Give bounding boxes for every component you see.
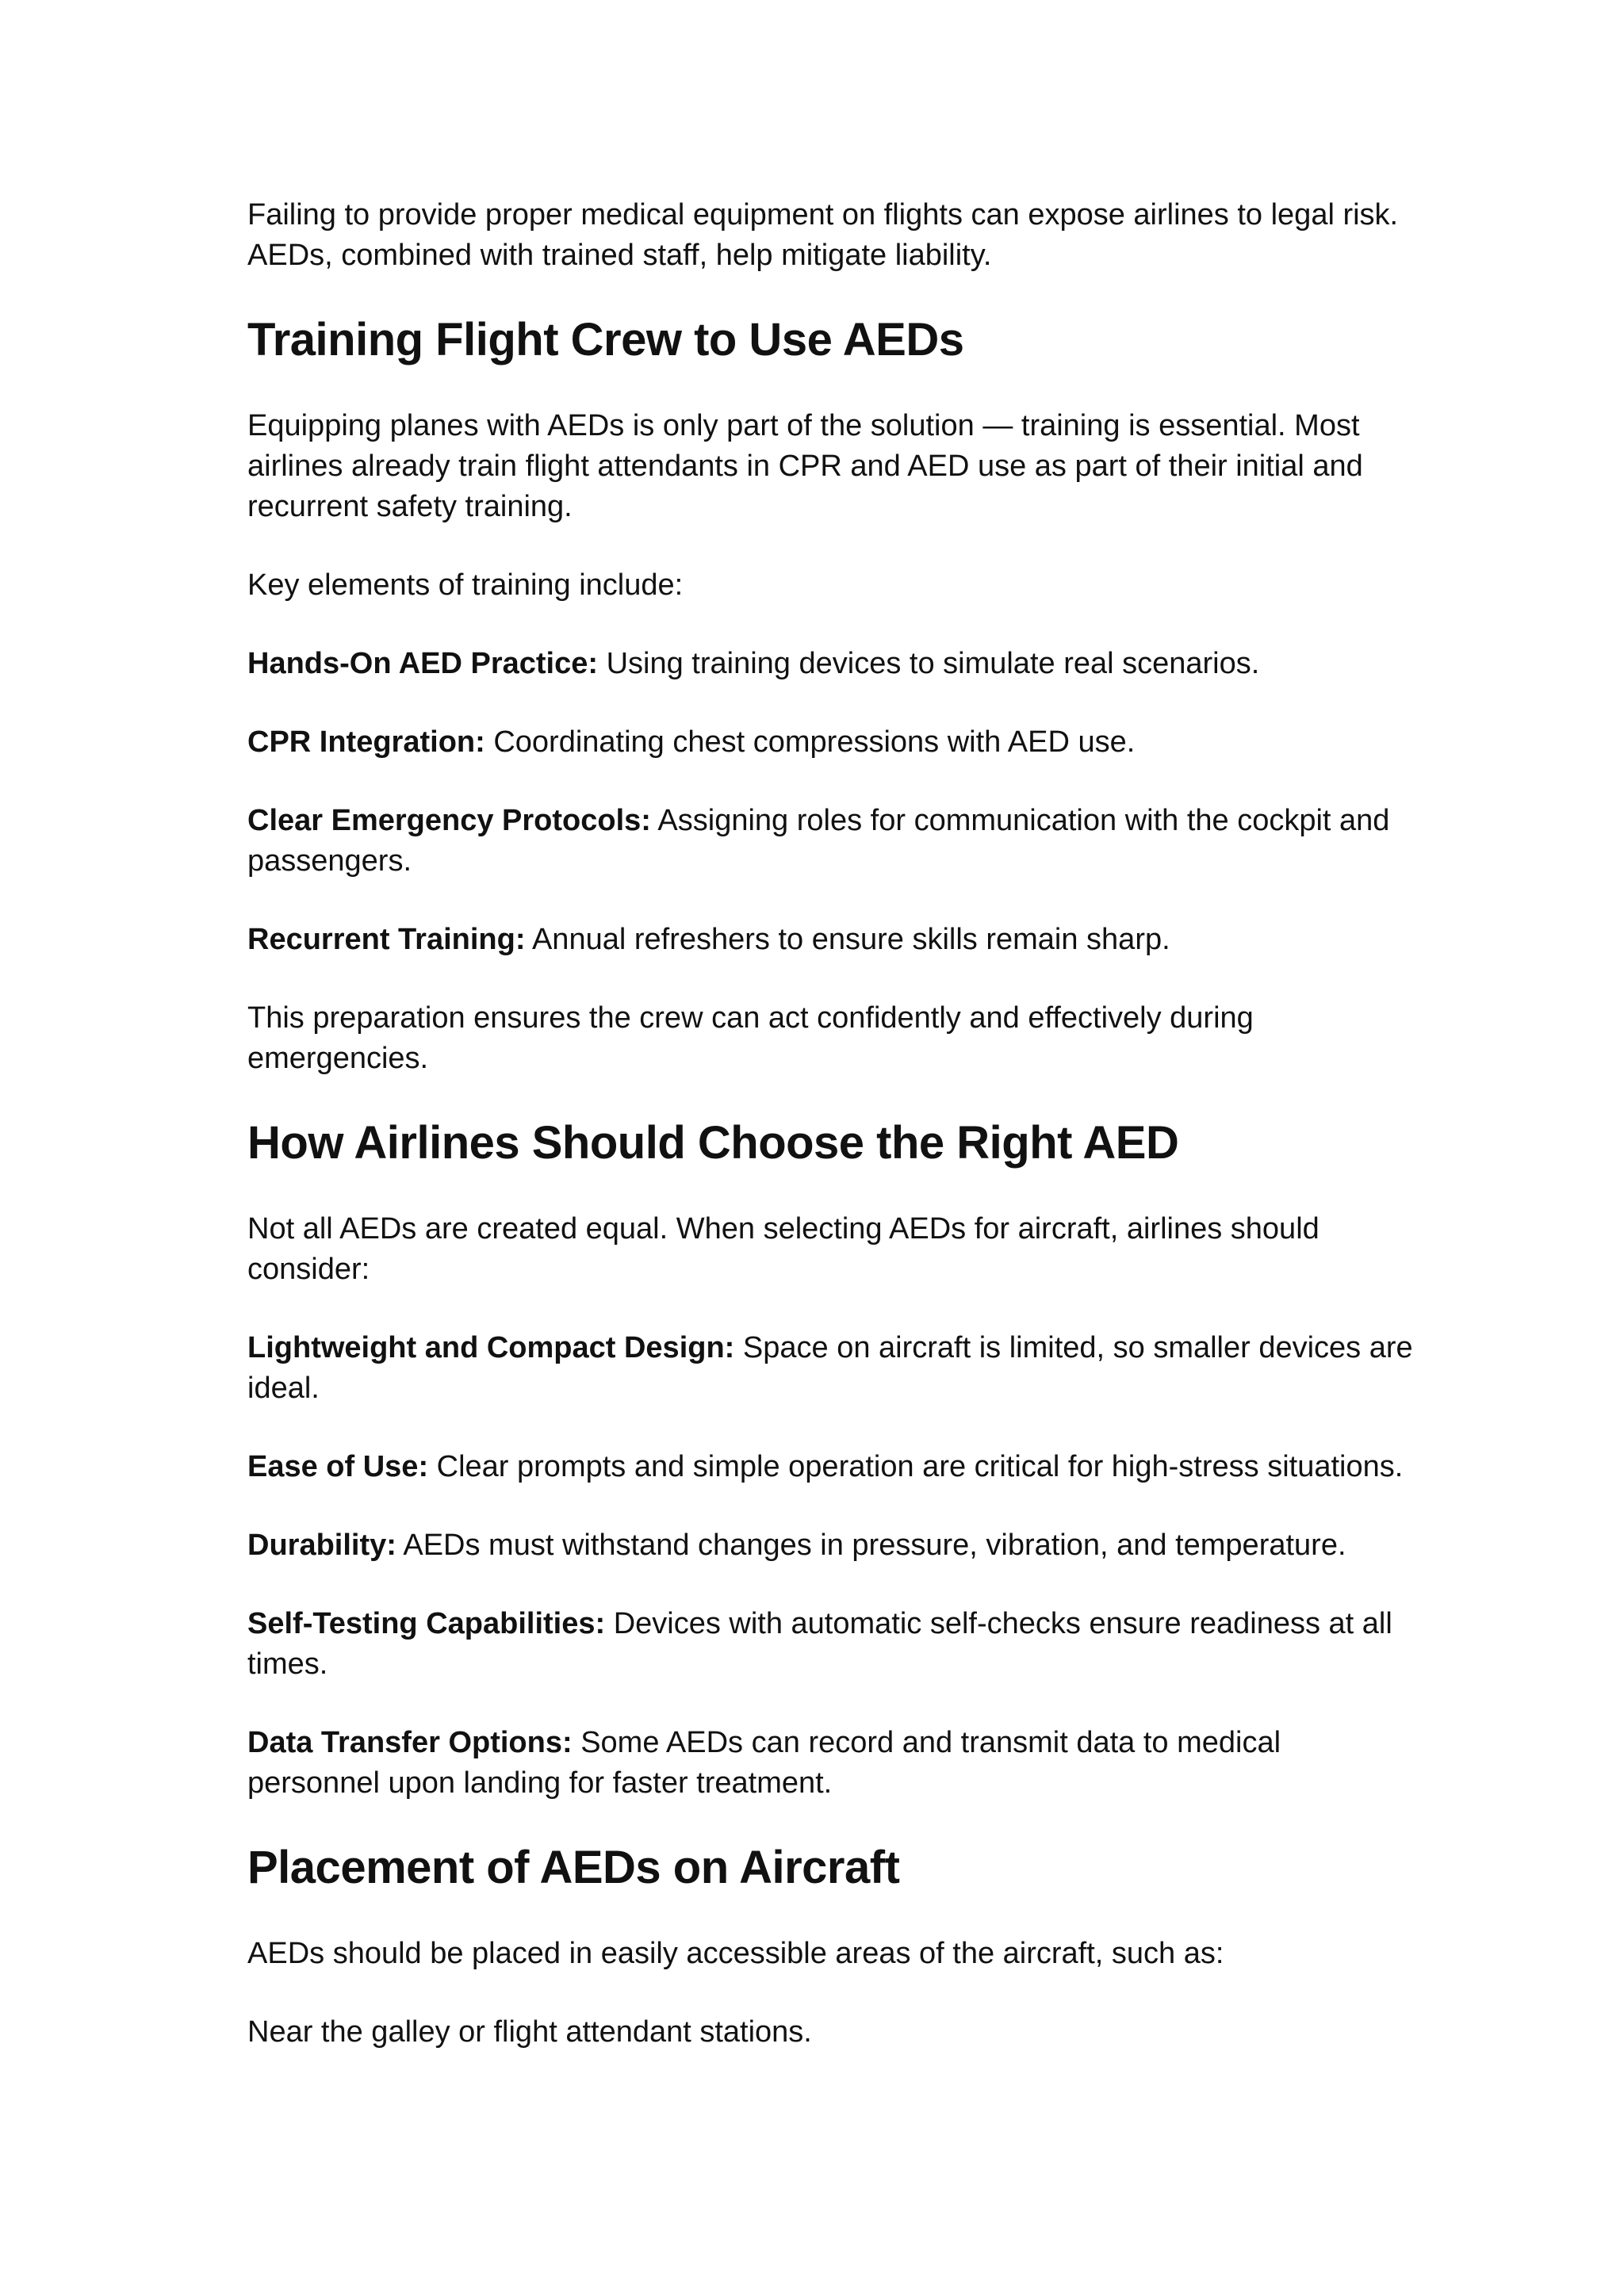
choose-item-label: Self-Testing Capabilities: — [247, 1607, 606, 1640]
choose-item-label: Durability: — [247, 1529, 396, 1562]
placement-intro-paragraph: AEDs should be placed in easily accessible areas of the aircraft, such as: — [247, 1937, 1224, 1970]
choose-item-label: Ease of Use: — [247, 1450, 429, 1483]
training-key-elements-intro: Key elements of training include: — [247, 568, 684, 602]
intro-paragraph: Failing to provide proper medical equipment on flights can expose airlines to legal risk. AEDs, combined with trained staff, help mitigate liability. — [247, 198, 1399, 272]
choose-intro-paragraph: Not all AEDs are created equal. When selecting AEDs for aircraft, airlines should consider: — [247, 1212, 1320, 1286]
training-item-label: Hands-On AED Practice: — [247, 647, 599, 680]
training-item-label: CPR Integration: — [247, 725, 485, 759]
training-item-text: Assigning roles for communication with the cockpit and passengers. — [247, 804, 1390, 878]
training-item-hands-on — [247, 644, 1421, 684]
choose-item-text: Space on aircraft is limited, so smaller devices are ideal. — [247, 1331, 1413, 1405]
choose-item-text: Clear prompts and simple operation are critical for high-stress situations. — [428, 1450, 1404, 1483]
heading-choose-right-aed: How Airlines Should Choose the Right AED — [247, 1117, 1179, 1169]
training-closing-paragraph: This preparation ensures the crew can act confidently and effectively during emergencies. — [247, 1001, 1254, 1075]
training-item-protocols — [247, 801, 1421, 882]
choose-item-text: Devices with automatic self-checks ensure readiness at all times. — [247, 1607, 1392, 1681]
heading-placement-of-aeds: Placement of AEDs on Aircraft — [247, 1842, 900, 1893]
training-item-text: Coordinating chest compressions with AED use. — [485, 725, 1136, 759]
choose-item-lightweight — [247, 1328, 1421, 1409]
choose-item-data-transfer — [247, 1723, 1421, 1804]
choose-item-text: AEDs must withstand changes in pressure, vibration, and temperature. — [396, 1529, 1346, 1562]
choose-item-ease-of-use — [247, 1447, 1421, 1487]
choose-item-label: Data Transfer Options: — [247, 1726, 573, 1759]
choose-item-durability — [247, 1525, 1421, 1566]
heading-training-flight-crew: Training Flight Crew to Use AEDs — [247, 314, 964, 365]
placement-item-galley: Near the galley or flight attendant stations. — [247, 2015, 812, 2049]
choose-item-label: Lightweight and Compact Design: — [247, 1331, 735, 1364]
training-paragraph: Equipping planes with AEDs is only part of the solution — training is essential. Most airlines already train flight attendants in CPR and AED use as part of their initial and recurrent safety training. — [247, 409, 1363, 523]
training-item-text: Annual refreshers to ensure skills remain sharp. — [525, 923, 1170, 956]
training-item-cpr — [247, 722, 1421, 763]
training-item-label: Clear Emergency Protocols: — [247, 804, 651, 837]
training-item-recurrent — [247, 920, 1421, 960]
training-item-text: Using training devices to simulate real scenarios. — [598, 647, 1260, 680]
choose-item-text: Some AEDs can record and transmit data to medical personnel upon landing for faster treatment. — [247, 1726, 1281, 1800]
choose-item-self-testing — [247, 1604, 1421, 1685]
training-item-label: Recurrent Training: — [247, 923, 526, 956]
document-page — [247, 195, 1421, 2053]
